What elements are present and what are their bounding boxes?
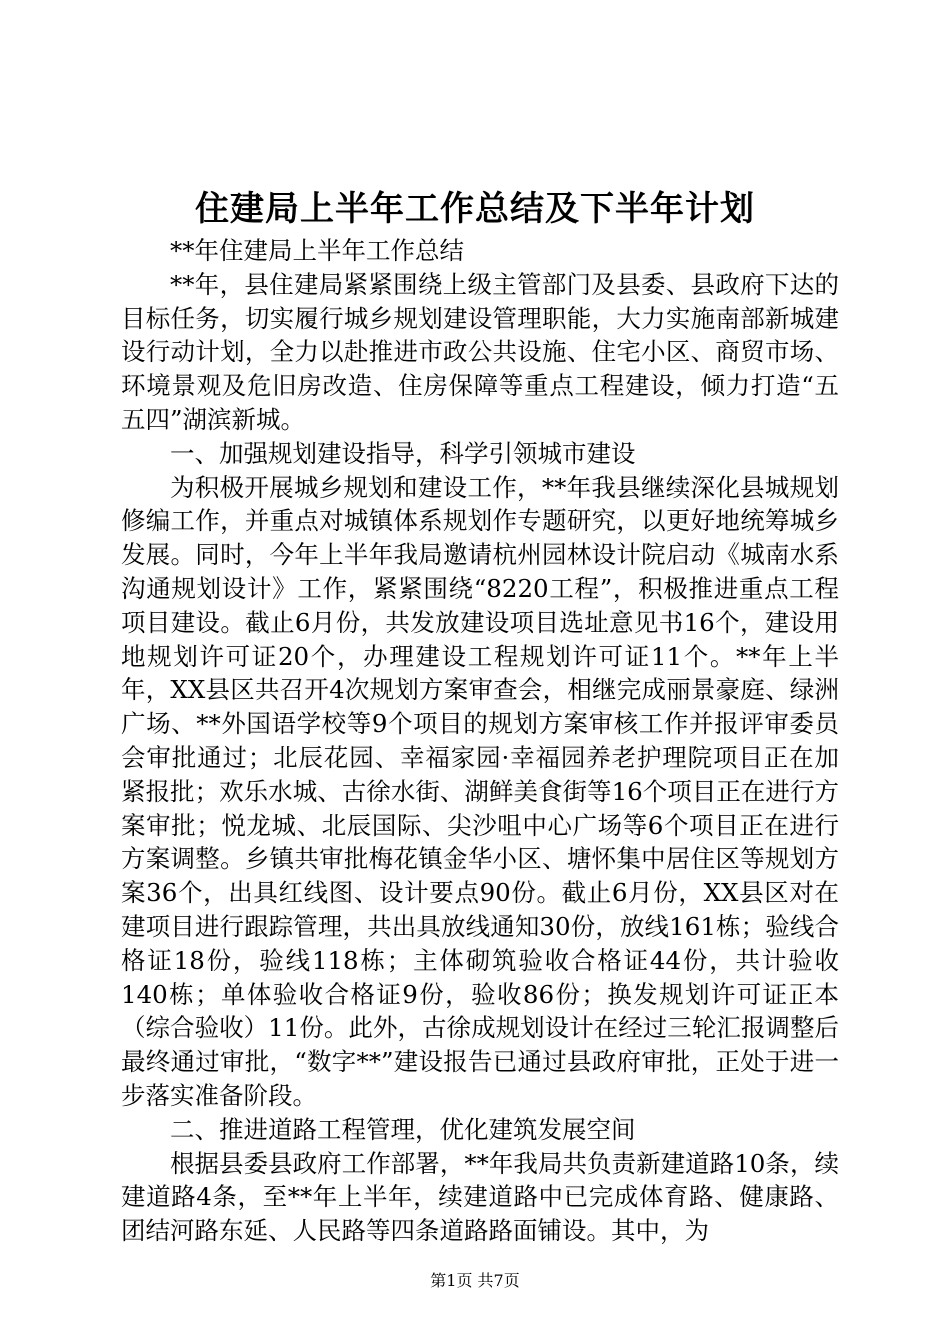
section-heading-planning: 一、加强规划建设指导，科学引领城市建设 — [170, 438, 636, 468]
roads-paragraph: 根据县委县政府工作部署，**年我局共负责新建道路10条，续建道路4条，至**年上半年，续建道路中已完成体育路、健康路、团结河路东延、人民路等四条道路路面铺设。其中，为 — [121, 1148, 839, 1246]
planning-paragraph: 为积极开展城乡规划和建设工作，**年我县继续深化县城规划修编工作，并重点对城镇体系规划作专题研究，以更好地统筹城乡发展。同时，今年上半年我局邀请杭州园林设计院启动《城南水系沟通规划设计》工作，紧紧围绕“8220工程”，积极推进重点工程项目建设。截止6月份，共发放建设项目选址意见书16个，建设用地规划许可证20个，办理建设工程规划许可证11个。**年上半年，XX县区共召开4次规划方案审查会，相继完成丽景豪庭、绿洲广场、**外国语学校等9个项目的规划方案审核工作并报评审委员会审批通过；北辰花园、幸福家园·幸福园养老护理院项目正在加紧报批；欢乐水城、古徐水街、湖鲜美食街等16个项目正在进行方案审批；悦龙城、北辰国际、尖沙咀中心广场等6个项目正在进行方案调整。乡镇共审批梅花镇金华小区、塘怀集中居住区等规划方案36个，出具红线图、设计要点90份。截止6月份，XX县区对在建项目进行跟踪管理，共出具放线通知30份，放线161栋；验线合格证18份，验线118栋；主体砌筑验收合格证44份，共计验收140栋；单体验收合格证9份，验收86份；换发规划许可证正本（综合验收）11份。此外，古徐成规划设计在经过三轮汇报调整后最终通过审批，“数字**”建设报告已通过县政府审批，正处于进一步落实准备阶段。 — [121, 472, 839, 1110]
page-footer: 第1页 共7页 — [430, 1271, 520, 1290]
section-heading-summary: **年住建局上半年工作总结 — [170, 236, 464, 265]
intro-paragraph: **年，县住建局紧紧围绕上级主管部门及县委、县政府下达的目标任务，切实履行城乡规划建设管理职能，大力实施南部新城建设行动计划，全力以赴推进市政公共设施、住宅小区、商贸市场、环境景观及危旧房改造、住房保障等重点工程建设，倾力打造“五五四”湖滨新城。 — [121, 269, 839, 434]
document-title: 住建局上半年工作总结及下半年计划 — [195, 189, 755, 229]
section-heading-roads: 二、推进道路工程管理，优化建筑发展空间 — [170, 1114, 636, 1144]
document-body — [121, 234, 839, 1248]
